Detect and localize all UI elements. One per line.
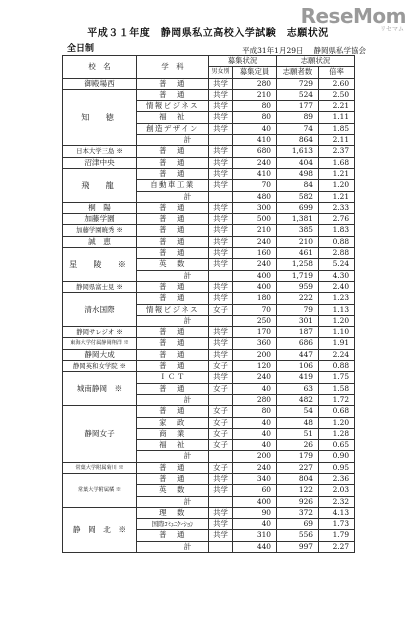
applicants-cell: 997 xyxy=(277,541,319,552)
ratio-cell: 2.36 xyxy=(319,473,355,484)
ratio-cell: 5.24 xyxy=(319,259,355,270)
ratio-cell: 1.20 xyxy=(319,315,355,326)
table-row xyxy=(63,89,355,100)
capacity-cell: 240 xyxy=(233,462,277,473)
table-row xyxy=(63,349,355,360)
sex-cell: 共学 xyxy=(209,225,233,236)
ratio-cell: 1.13 xyxy=(319,304,355,315)
school-name: 沼津中央 xyxy=(63,157,137,168)
school-name: 桐 陽 xyxy=(63,202,137,213)
sex-cell: 共学 xyxy=(209,180,233,191)
school-name: 常葉大学附属菊川 ※ xyxy=(63,462,137,473)
ratio-cell: 2.32 xyxy=(319,496,355,507)
course-cell: 計 xyxy=(137,191,209,202)
applicants-cell: 1,613 xyxy=(277,146,319,157)
capacity-cell: 440 xyxy=(233,541,277,552)
ratio-cell: 4.13 xyxy=(319,507,355,518)
capacity-cell: 200 xyxy=(233,349,277,360)
capacity-cell: 240 xyxy=(233,372,277,383)
capacity-cell: 120 xyxy=(233,361,277,372)
course-cell: 計 xyxy=(137,394,209,405)
course-cell: 計 xyxy=(137,541,209,552)
table-row xyxy=(63,202,355,213)
logo-wordmark: ReseMom xyxy=(300,4,406,28)
table-row xyxy=(63,225,355,236)
ratio-cell: 1.10 xyxy=(319,327,355,338)
school-name: 清水国際 xyxy=(63,293,137,327)
sex-cell: 女子 xyxy=(209,304,233,315)
ratio-cell: 1.72 xyxy=(319,394,355,405)
table-row xyxy=(63,236,355,247)
capacity-cell: 280 xyxy=(233,78,277,89)
sex-cell: 共学 xyxy=(209,338,233,349)
applicants-cell: 89 xyxy=(277,112,319,123)
sex-cell: 共学 xyxy=(209,349,233,360)
ratio-cell: 2.33 xyxy=(319,202,355,213)
sex-cell: 共学 xyxy=(209,101,233,112)
course-cell: 普 通 xyxy=(137,406,209,417)
ratio-cell: 2.40 xyxy=(319,281,355,292)
capacity-cell: 240 xyxy=(233,236,277,247)
applicants-cell: 582 xyxy=(277,191,319,202)
sex-cell: 共学 xyxy=(209,78,233,89)
capacity-cell: 280 xyxy=(233,394,277,405)
applicants-cell: 419 xyxy=(277,372,319,383)
course-cell: 普 通 xyxy=(137,225,209,236)
course-cell: 英 数 xyxy=(137,259,209,270)
applicants-cell: 804 xyxy=(277,473,319,484)
header-sex: 男女別 xyxy=(209,67,233,78)
sex-cell xyxy=(209,394,233,405)
school-name: 知 徳 xyxy=(63,89,137,145)
sex-cell: 共学 xyxy=(209,202,233,213)
course-cell: 普 通 xyxy=(137,236,209,247)
school-name: 静岡県富士見 ※ xyxy=(63,281,137,292)
applicants-cell: 63 xyxy=(277,383,319,394)
school-name: 加藤学園 xyxy=(63,214,137,225)
school-name: 星 陵 ※ xyxy=(63,248,137,282)
school-name: 誠 恵 xyxy=(63,236,137,247)
course-cell: 普 通 xyxy=(137,473,209,484)
applicants-cell: 556 xyxy=(277,530,319,541)
ratio-cell: 2.11 xyxy=(319,135,355,146)
school-name: 東海大学付属静岡翔洋 ※ xyxy=(63,338,137,349)
ratio-cell: 1.11 xyxy=(319,112,355,123)
sex-cell: 女子 xyxy=(209,361,233,372)
table-row xyxy=(63,214,355,225)
ratio-cell: 1.20 xyxy=(319,180,355,191)
capacity-cell: 360 xyxy=(233,338,277,349)
capacity-cell: 400 xyxy=(233,496,277,507)
applicants-cell: 210 xyxy=(277,236,319,247)
ratio-cell: 0.88 xyxy=(319,361,355,372)
school-name: 静岡サレジオ ※ xyxy=(63,327,137,338)
sex-cell xyxy=(209,191,233,202)
sex-cell: 共学 xyxy=(209,259,233,270)
ratio-cell: 1.79 xyxy=(319,530,355,541)
capacity-cell: 310 xyxy=(233,530,277,541)
applicants-cell: 26 xyxy=(277,440,319,451)
capacity-cell: 80 xyxy=(233,101,277,112)
header-course: 学 科 xyxy=(137,56,209,79)
table-row xyxy=(63,406,355,417)
course-cell: 理 数 xyxy=(137,507,209,518)
ratio-cell: 2.50 xyxy=(319,89,355,100)
applicants-cell: 187 xyxy=(277,327,319,338)
sex-cell: 共学 xyxy=(209,236,233,247)
table-row xyxy=(63,157,355,168)
course-cell: 普 通 xyxy=(137,168,209,179)
sex-cell: 共学 xyxy=(209,485,233,496)
header-applicants: 志願者数 xyxy=(277,67,319,78)
course-cell: 計 xyxy=(137,135,209,146)
sex-cell: 共学 xyxy=(209,146,233,157)
course-cell: 計 xyxy=(137,270,209,281)
ratio-cell: 1.83 xyxy=(319,225,355,236)
table-row xyxy=(63,146,355,157)
capacity-cell: 200 xyxy=(233,451,277,462)
applicants-cell: 447 xyxy=(277,349,319,360)
table-row xyxy=(63,248,355,259)
ratio-cell: 2.88 xyxy=(319,248,355,259)
ratio-cell: 1.23 xyxy=(319,293,355,304)
ratio-cell: 0.88 xyxy=(319,236,355,247)
applicants-cell: 498 xyxy=(277,168,319,179)
school-name: 御殿場西 xyxy=(63,78,137,89)
sex-cell: 共学 xyxy=(209,168,233,179)
capacity-cell: 340 xyxy=(233,473,277,484)
course-cell: 計 xyxy=(137,496,209,507)
table-row xyxy=(63,372,355,383)
capacity-cell: 400 xyxy=(233,281,277,292)
ratio-cell: 1.20 xyxy=(319,417,355,428)
sex-cell xyxy=(209,270,233,281)
table-row xyxy=(63,507,355,518)
ratio-cell: 4.30 xyxy=(319,270,355,281)
course-cell: 福 祉 xyxy=(137,112,209,123)
capacity-cell: 300 xyxy=(233,202,277,213)
sex-cell xyxy=(209,135,233,146)
ratio-cell: 1.28 xyxy=(319,428,355,439)
school-name: 常葉大学附属橘 ※ xyxy=(63,473,137,507)
ratio-cell: 2.37 xyxy=(319,146,355,157)
capacity-cell: 250 xyxy=(233,315,277,326)
course-cell: 普 通 xyxy=(137,383,209,394)
applicants-cell: 122 xyxy=(277,485,319,496)
applicants-cell: 1,381 xyxy=(277,214,319,225)
ratio-cell: 2.60 xyxy=(319,78,355,89)
applicants-cell: 179 xyxy=(277,451,319,462)
applicants-cell: 301 xyxy=(277,315,319,326)
school-name: 加藤学園暁秀 ※ xyxy=(63,225,137,236)
ratio-cell: 1.91 xyxy=(319,338,355,349)
course-cell: 福 祉 xyxy=(137,440,209,451)
school-name: 静岡英和女学院 ※ xyxy=(63,361,137,372)
ratio-cell: 2.03 xyxy=(319,485,355,496)
course-cell: 普 通 xyxy=(137,89,209,100)
applicants-cell: 686 xyxy=(277,338,319,349)
table-row xyxy=(63,473,355,484)
course-cell: 計 xyxy=(137,451,209,462)
table-row xyxy=(63,293,355,304)
course-cell: 普 通 xyxy=(137,214,209,225)
applicants-cell: 106 xyxy=(277,361,319,372)
sex-cell xyxy=(209,541,233,552)
capacity-cell: 210 xyxy=(233,89,277,100)
table-body xyxy=(63,78,355,552)
capacity-cell: 680 xyxy=(233,146,277,157)
applicants-cell: 482 xyxy=(277,394,319,405)
date-text: 平成31年1月29日 xyxy=(242,46,304,55)
header-capacity: 募集定員 xyxy=(233,67,277,78)
capacity-cell: 180 xyxy=(233,293,277,304)
table-row xyxy=(63,462,355,473)
capacity-cell: 70 xyxy=(233,304,277,315)
school-name: 飛 龍 xyxy=(63,168,137,202)
sex-cell: 女子 xyxy=(209,440,233,451)
table-row xyxy=(63,338,355,349)
applicants-cell: 729 xyxy=(277,78,319,89)
applicants-cell: 1,258 xyxy=(277,259,319,270)
school-name: 静岡大成 xyxy=(63,349,137,360)
course-cell: 家 政 xyxy=(137,417,209,428)
ratio-cell: 1.21 xyxy=(319,168,355,179)
applicants-cell: 84 xyxy=(277,180,319,191)
course-cell: 自動車工業 xyxy=(137,180,209,191)
applicants-cell: 1,719 xyxy=(277,270,319,281)
course-cell: 情報ビジネス xyxy=(137,101,209,112)
applicants-cell: 959 xyxy=(277,281,319,292)
capacity-cell: 160 xyxy=(233,248,277,259)
sex-cell: 共学 xyxy=(209,372,233,383)
sex-cell: 共学 xyxy=(209,473,233,484)
table-row xyxy=(63,281,355,292)
applicants-cell: 524 xyxy=(277,89,319,100)
capacity-cell: 80 xyxy=(233,112,277,123)
capacity-cell: 40 xyxy=(233,428,277,439)
school-name: 静 岡 北 ※ xyxy=(63,507,137,552)
course-cell: 普 通 xyxy=(137,327,209,338)
sex-cell xyxy=(209,451,233,462)
applicants-cell: 69 xyxy=(277,519,319,530)
page-title: 平成３１年度 静岡県私立高校入学試験 志願状況 xyxy=(87,28,329,39)
table-row xyxy=(63,168,355,179)
school-name: 静岡女子 xyxy=(63,406,137,462)
table-row xyxy=(63,361,355,372)
applicants-cell: 404 xyxy=(277,157,319,168)
course-cell: 普 通 xyxy=(137,361,209,372)
header-school: 校 名 xyxy=(63,56,137,79)
ratio-cell: 0.90 xyxy=(319,451,355,462)
sex-cell: 共学 xyxy=(209,214,233,225)
capacity-cell: 500 xyxy=(233,214,277,225)
ratio-cell: 1.85 xyxy=(319,123,355,134)
header-group-boshu: 募集状況 xyxy=(209,56,277,67)
applicants-cell: 699 xyxy=(277,202,319,213)
ratio-cell: 2.21 xyxy=(319,101,355,112)
course-cell: 普 通 xyxy=(137,157,209,168)
capacity-cell: 40 xyxy=(233,383,277,394)
school-name: 城南静岡 ※ xyxy=(63,372,137,406)
sex-cell: 共学 xyxy=(209,507,233,518)
ratio-cell: 2.24 xyxy=(319,349,355,360)
sex-cell: 女子 xyxy=(209,462,233,473)
applicants-cell: 51 xyxy=(277,428,319,439)
ratio-cell: 1.21 xyxy=(319,191,355,202)
ratio-cell: 0.95 xyxy=(319,462,355,473)
ratio-cell: 1.68 xyxy=(319,157,355,168)
capacity-cell: 210 xyxy=(233,225,277,236)
applicants-cell: 372 xyxy=(277,507,319,518)
sex-cell: 共学 xyxy=(209,293,233,304)
resemom-logo xyxy=(301,6,406,33)
capacity-cell: 40 xyxy=(233,123,277,134)
course-cell: 普 通 xyxy=(137,248,209,259)
applicants-cell: 227 xyxy=(277,462,319,473)
course-cell: 普 通 xyxy=(137,462,209,473)
capacity-cell: 240 xyxy=(233,157,277,168)
applicants-cell: 54 xyxy=(277,406,319,417)
sex-cell: 女子 xyxy=(209,428,233,439)
capacity-cell: 40 xyxy=(233,440,277,451)
sex-cell: 共学 xyxy=(209,248,233,259)
ratio-cell: 1.73 xyxy=(319,519,355,530)
ratio-cell: 2.27 xyxy=(319,541,355,552)
course-cell: 普 通 xyxy=(137,338,209,349)
table-row xyxy=(63,78,355,89)
capacity-cell: 480 xyxy=(233,191,277,202)
course-cell: 商 業 xyxy=(137,428,209,439)
applicants-cell: 222 xyxy=(277,293,319,304)
application-status-table xyxy=(62,55,355,553)
applicants-cell: 926 xyxy=(277,496,319,507)
capacity-cell: 170 xyxy=(233,327,277,338)
course-cell: 計 xyxy=(137,315,209,326)
sex-cell: 女子 xyxy=(209,406,233,417)
table-row xyxy=(63,327,355,338)
sex-cell: 共学 xyxy=(209,281,233,292)
course-cell: 普 通 xyxy=(137,530,209,541)
sex-cell: 女子 xyxy=(209,417,233,428)
capacity-cell: 90 xyxy=(233,507,277,518)
capacity-cell: 40 xyxy=(233,519,277,530)
sex-cell: 女子 xyxy=(209,383,233,394)
header-ratio: 倍率 xyxy=(319,67,355,78)
logo-subtext: リセマム xyxy=(380,26,404,33)
sex-cell: 共学 xyxy=(209,530,233,541)
applicants-cell: 74 xyxy=(277,123,319,134)
sex-cell xyxy=(209,496,233,507)
ratio-cell: 2.76 xyxy=(319,214,355,225)
school-name: 日本大学三島 ※ xyxy=(63,146,137,157)
applicants-cell: 385 xyxy=(277,225,319,236)
sex-cell: 共学 xyxy=(209,123,233,134)
course-cell: ＩＣＴ xyxy=(137,372,209,383)
course-cell: 創造デザイン xyxy=(137,123,209,134)
sex-cell: 共学 xyxy=(209,157,233,168)
capacity-cell: 70 xyxy=(233,180,277,191)
course-cell: 普 通 xyxy=(137,349,209,360)
ratio-cell: 1.58 xyxy=(319,383,355,394)
course-cell: 普 通 xyxy=(137,293,209,304)
applicants-cell: 79 xyxy=(277,304,319,315)
sex-cell xyxy=(209,315,233,326)
course-cell: 普 通 xyxy=(137,202,209,213)
capacity-cell: 410 xyxy=(233,135,277,146)
capacity-cell: 240 xyxy=(233,259,277,270)
course-cell: 普 通 xyxy=(137,78,209,89)
course-cell: 情報ビジネス xyxy=(137,304,209,315)
course-cell: 普 通 xyxy=(137,146,209,157)
section-label: 全日制 xyxy=(67,44,95,54)
ratio-cell: 0.65 xyxy=(319,440,355,451)
applicants-cell: 461 xyxy=(277,248,319,259)
course-cell: 普 通 xyxy=(137,281,209,292)
ratio-cell: 1.75 xyxy=(319,372,355,383)
table-header xyxy=(63,56,355,79)
sex-cell: 共学 xyxy=(209,519,233,530)
capacity-cell: 60 xyxy=(233,485,277,496)
capacity-cell: 40 xyxy=(233,417,277,428)
applicants-cell: 864 xyxy=(277,135,319,146)
source-text: 静岡県私学協会 xyxy=(313,46,366,55)
capacity-cell: 410 xyxy=(233,168,277,179)
applicants-cell: 48 xyxy=(277,417,319,428)
ratio-cell: 0.68 xyxy=(319,406,355,417)
applicants-cell: 177 xyxy=(277,101,319,112)
header-group-shigan: 志願状況 xyxy=(277,56,355,67)
sex-cell: 共学 xyxy=(209,327,233,338)
course-cell: 英 数 xyxy=(137,485,209,496)
sex-cell: 共学 xyxy=(209,112,233,123)
capacity-cell: 400 xyxy=(233,270,277,281)
course-cell: 国際ｺﾐｭﾆｹｰｼｮﾝ xyxy=(137,519,209,530)
sex-cell: 共学 xyxy=(209,89,233,100)
capacity-cell: 80 xyxy=(233,406,277,417)
